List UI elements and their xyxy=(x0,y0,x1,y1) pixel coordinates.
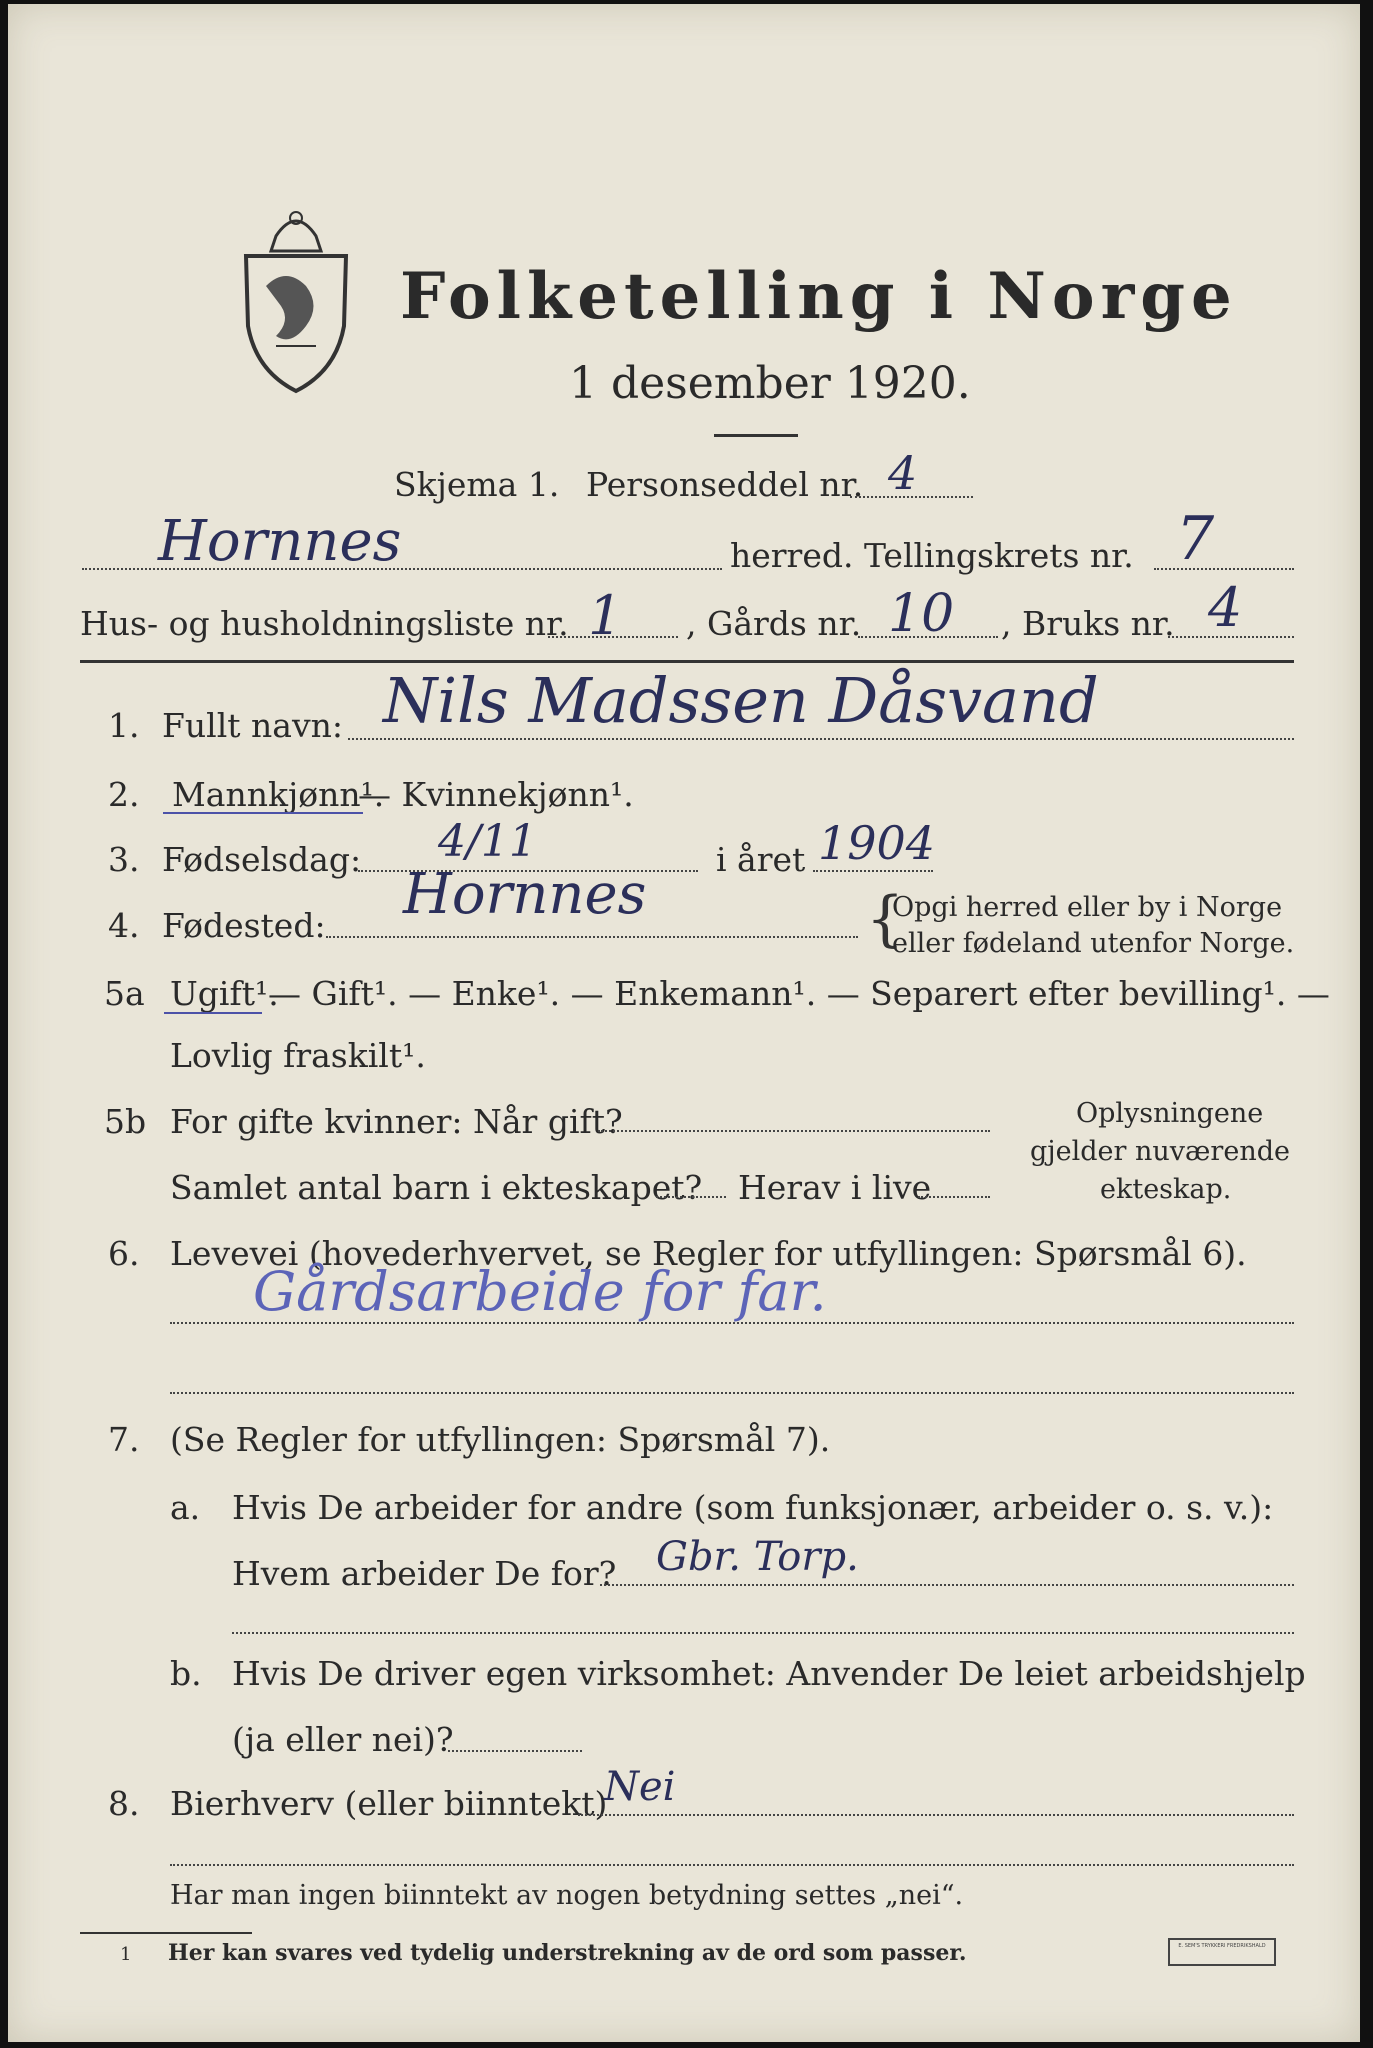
q5a-number: 5a xyxy=(104,974,145,1013)
married-when-label: For gifte kvinner: Når gift? xyxy=(170,1102,623,1141)
printer-stamp-text: E. SEM'S TRYKKERI FREDRIKSHALD xyxy=(1178,1943,1266,1949)
norway-coat-of-arms-icon xyxy=(236,196,356,396)
footnote-rule xyxy=(80,1932,252,1934)
hus-label: Hus- og husholdningsliste nr. xyxy=(80,604,569,643)
gards-value: 10 xyxy=(888,584,955,644)
sex-male-label: Mannkjønn¹. xyxy=(172,775,385,814)
q8-number: 8. xyxy=(108,1784,140,1823)
census-form-page: Folketelling i Norge 1 desember 1920. Skjema 1. Personseddel nr. 4 Hornnes herred. Tellingskrets nr. 7 Hus- og husholdningsliste nr. 1 , Gårds nr. 10 , Bruks nr. 4 1. Fullt navn: Nils Madssen Dåsvand 2. Mannkjønn¹. — Kvinnekjønn¹. 3. Fødselsdag: 4/11 i året 1904 4. Fødested: Hornnes { Opgi herred eller by i Norge eller fødeland utenfor Norge. 5a Ugift¹. — Gift¹. — Enke¹. — Enkemann¹. — Separert efter bevilling¹. — Lovlig fraskilt¹. 5b For gifte kvinner: Når gift? Samlet antal barn i ekteskapet? Herav i live Oplysningene gjelder nuværende ekteskap. 6. Levevei (hovederhvervet, se Regler for utfyllingen: Spørsmål 6). Gårdsarbeide for far. 7. (Se Regler for utfyllingen: Spørsmål 7). a. Hvis De arbeider for andre (som funksjonær, arbeider o. s. v.): Hvem arbeider De for? Gbr. Torp. b. Hvis De driver egen virksomhet: Anvender De leiet arbeidshjelp (ja eller nei)? 8. Bierhverv (eller biinntekt) Nei Har man ingen biinntekt av nogen betydning settes „nei“. 1 Her kan svares ved tydelig understrekning av de ord som passer. E. SEM'S TRYKKERI FREDRIKSHALD xyxy=(8,4,1360,2042)
q7-number: 7. xyxy=(108,1420,140,1459)
occupation-value: Gårdsarbeide for far. xyxy=(253,1260,827,1323)
full-name-label: Fullt navn: xyxy=(162,706,343,745)
hired-help-label: (ja eller nei)? xyxy=(232,1720,454,1759)
footnote-marker: 1 xyxy=(120,1944,132,1965)
unmarried-underline xyxy=(164,1012,262,1014)
q7b-label: Hvis De driver egen virksomhet: Anvender De leiet arbeidshjelp xyxy=(232,1654,1306,1693)
sex-female-label: — Kvinnekjønn¹. xyxy=(358,775,634,814)
marital-unmarried-label: Ugift¹. xyxy=(170,974,279,1013)
printer-stamp xyxy=(1168,1938,1276,1966)
birthplace-note-2: eller fødeland utenfor Norge. xyxy=(892,928,1295,959)
employer-value: Gbr. Torp. xyxy=(656,1534,859,1580)
side-income-label: Bierhverv (eller biinntekt) xyxy=(170,1784,608,1823)
bruks-label: , Bruks nr. xyxy=(1001,604,1175,643)
occupation-label: Levevei (hovederhvervet, se Regler for utfyllingen: Spørsmål 6). xyxy=(170,1234,1247,1273)
herred-value: Hornnes xyxy=(158,509,402,574)
children-count-label: Samlet antal barn i ekteskapet? xyxy=(170,1168,703,1207)
q2-number: 2. xyxy=(108,775,140,814)
marriage-note-2: gjelder nuværende xyxy=(1030,1136,1290,1167)
q5b-number: 5b xyxy=(104,1102,147,1141)
tellingskrets-value: 7 xyxy=(1176,504,1215,574)
birthplace-label: Fødested: xyxy=(162,906,326,945)
form-title: Folketelling i Norge xyxy=(400,259,1238,334)
birthdate-label: Fødselsdag: xyxy=(162,840,362,879)
male-underline xyxy=(163,812,363,814)
personseddel-label: Personseddel nr. xyxy=(586,465,864,504)
employer-label: Hvem arbeider De for? xyxy=(232,1554,617,1593)
children-alive-label: Herav i live xyxy=(738,1168,932,1207)
birthdate-value: 4/11 xyxy=(438,816,537,867)
title-divider xyxy=(714,434,798,437)
side-income-note: Har man ingen biinntekt av nogen betydning settes „nei“. xyxy=(170,1880,964,1911)
side-income-value: Nei xyxy=(604,1764,676,1810)
marriage-note-3: ekteskap. xyxy=(1100,1174,1232,1205)
marital-options-label: — Gift¹. — Enke¹. — Enkemann¹. — Separert efter bevilling¹. — xyxy=(268,974,1330,1013)
hus-value: 1 xyxy=(588,584,623,647)
herred-label: herred. Tellingskrets nr. xyxy=(730,536,1134,575)
personseddel-value: 4 xyxy=(888,446,918,500)
full-name-value: Nils Madssen Dåsvand xyxy=(383,664,1099,737)
birth-year-label: i året xyxy=(716,840,806,879)
skjema-label: Skjema 1. xyxy=(394,465,560,504)
q7a-label: Hvis De arbeider for andre (som funksjonær, arbeider o. s. v.): xyxy=(232,1488,1274,1527)
marital-divorced-label: Lovlig fraskilt¹. xyxy=(170,1036,426,1075)
q3-number: 3. xyxy=(108,840,140,879)
header-rule xyxy=(80,660,1294,663)
q7-heading: (Se Regler for utfyllingen: Spørsmål 7). xyxy=(170,1420,831,1459)
q6-number: 6. xyxy=(108,1234,140,1273)
footnote-text: Her kan svares ved tydelig understrekning av de ord som passer. xyxy=(168,1940,967,1966)
gards-label: , Gårds nr. xyxy=(686,604,862,643)
bruks-value: 4 xyxy=(1208,576,1243,639)
birthplace-value: Hornnes xyxy=(403,862,647,927)
q4-number: 4. xyxy=(108,906,140,945)
birthplace-note-1: Opgi herred eller by i Norge xyxy=(892,892,1283,923)
q7b-letter: b. xyxy=(170,1654,202,1693)
q7a-letter: a. xyxy=(170,1488,201,1527)
census-date: 1 desember 1920. xyxy=(569,358,971,409)
birth-year-value: 1904 xyxy=(818,816,936,870)
q1-number: 1. xyxy=(108,706,140,745)
marriage-note-1: Oplysningene xyxy=(1076,1098,1264,1129)
